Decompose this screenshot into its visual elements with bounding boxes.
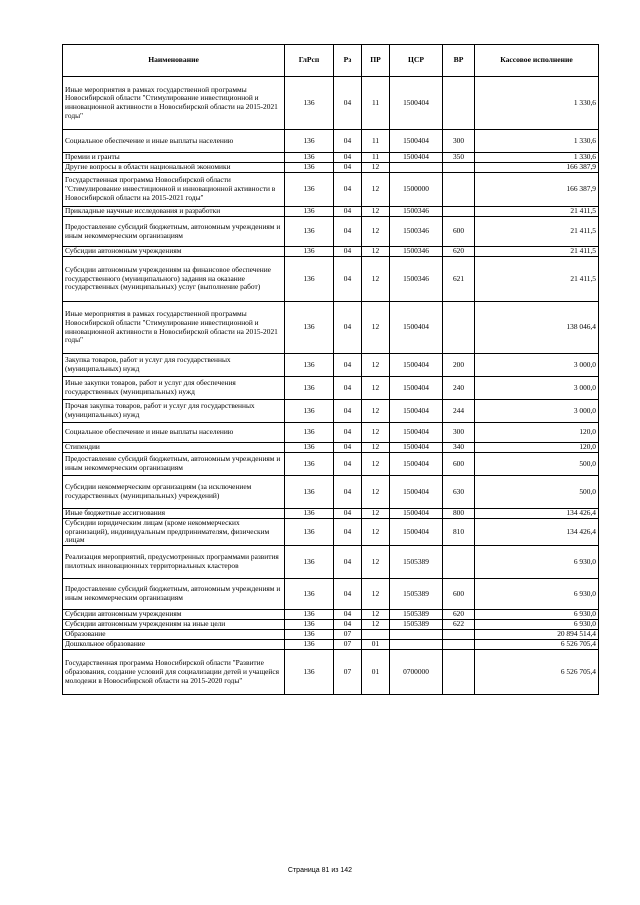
cell-pr: 12 xyxy=(362,302,390,354)
cell-vr: 810 xyxy=(443,519,475,546)
cell-name: Прикладные научные исследования и разработки xyxy=(63,207,285,217)
cell-pr: 11 xyxy=(362,77,390,130)
cell-csr: 1500404 xyxy=(390,354,443,377)
cell-rz: 04 xyxy=(334,453,362,476)
cell-vr: 800 xyxy=(443,509,475,519)
cell-name: Иные закупки товаров, работ и услуг для обеспечения государственных (муниципальных) нужд xyxy=(63,377,285,400)
cell-amount: 20 894 514,4 xyxy=(475,630,599,640)
cell-name: Стипендии xyxy=(63,443,285,453)
cell-vr xyxy=(443,650,475,695)
cell-glrsp: 136 xyxy=(285,354,334,377)
table-row xyxy=(63,77,599,130)
cell-csr xyxy=(390,640,443,650)
cell-name: Премии и гранты xyxy=(63,153,285,163)
header-rz: Рз xyxy=(334,45,362,77)
cell-glrsp: 136 xyxy=(285,302,334,354)
cell-name: Иные бюджетные ассигнования xyxy=(63,509,285,519)
cell-csr: 1500404 xyxy=(390,377,443,400)
cell-glrsp: 136 xyxy=(285,163,334,173)
cell-name: Прочая закупка товаров, работ и услуг для государственных (муниципальных) нужд xyxy=(63,400,285,423)
cell-csr: 1500404 xyxy=(390,423,443,443)
cell-pr: 11 xyxy=(362,153,390,163)
header-glrsp: ГлРсп xyxy=(285,45,334,77)
cell-amount: 21 411,5 xyxy=(475,217,599,247)
table-row xyxy=(63,509,599,519)
cell-vr: 300 xyxy=(443,130,475,153)
cell-amount: 1 330,6 xyxy=(475,77,599,130)
header-csr: ЦСР xyxy=(390,45,443,77)
cell-glrsp: 136 xyxy=(285,509,334,519)
cell-rz: 04 xyxy=(334,610,362,620)
cell-amount: 6 930,0 xyxy=(475,620,599,630)
header-amount: Кассовое исполнение xyxy=(475,45,599,77)
cell-rz: 04 xyxy=(334,173,362,207)
cell-glrsp: 136 xyxy=(285,640,334,650)
cell-vr: 200 xyxy=(443,354,475,377)
table-row xyxy=(63,302,599,354)
cell-name: Субсидии автономным учреждениям xyxy=(63,247,285,257)
cell-csr: 1500404 xyxy=(390,476,443,509)
cell-csr: 1500000 xyxy=(390,173,443,207)
table-row xyxy=(63,217,599,247)
cell-name: Субсидии автономным учреждениям на финансовое обеспечение государственного (муниципального) задания на оказание государственных (муниципальных) услуг (выполнение работ) xyxy=(63,257,285,302)
cell-glrsp: 136 xyxy=(285,519,334,546)
table-row xyxy=(63,173,599,207)
cell-glrsp: 136 xyxy=(285,130,334,153)
cell-amount: 166 387,9 xyxy=(475,163,599,173)
table-row xyxy=(63,423,599,443)
cell-vr xyxy=(443,163,475,173)
cell-amount: 6 930,0 xyxy=(475,579,599,610)
cell-csr: 1500346 xyxy=(390,207,443,217)
table-row xyxy=(63,153,599,163)
cell-name: Субсидии автономным учреждениям на иные цели xyxy=(63,620,285,630)
cell-csr: 1500346 xyxy=(390,217,443,247)
cell-name: Социальное обеспечение и иные выплаты населению xyxy=(63,130,285,153)
cell-name: Закупка товаров, работ и услуг для государственных (муниципальных) нужд xyxy=(63,354,285,377)
cell-vr: 630 xyxy=(443,476,475,509)
cell-name: Предоставление субсидий бюджетным, автономным учреждениям и иным некоммерческим организациям xyxy=(63,453,285,476)
cell-glrsp: 136 xyxy=(285,173,334,207)
cell-csr xyxy=(390,630,443,640)
cell-csr: 1505389 xyxy=(390,610,443,620)
cell-amount: 6 930,0 xyxy=(475,546,599,579)
cell-glrsp: 136 xyxy=(285,630,334,640)
cell-csr: 1505389 xyxy=(390,546,443,579)
cell-csr xyxy=(390,163,443,173)
cell-rz: 04 xyxy=(334,509,362,519)
cell-name: Другие вопросы в области национальной экономики xyxy=(63,163,285,173)
cell-pr: 12 xyxy=(362,519,390,546)
cell-csr: 1505389 xyxy=(390,579,443,610)
cell-rz: 07 xyxy=(334,650,362,695)
cell-rz: 04 xyxy=(334,354,362,377)
table-row xyxy=(63,579,599,610)
cell-vr: 350 xyxy=(443,153,475,163)
cell-pr: 12 xyxy=(362,509,390,519)
cell-pr: 12 xyxy=(362,247,390,257)
cell-vr xyxy=(443,630,475,640)
cell-pr xyxy=(362,630,390,640)
cell-csr: 1500404 xyxy=(390,519,443,546)
header-pr: ПР xyxy=(362,45,390,77)
cell-amount: 134 426,4 xyxy=(475,509,599,519)
table-row xyxy=(63,620,599,630)
cell-vr xyxy=(443,207,475,217)
table-row xyxy=(63,207,599,217)
cell-vr xyxy=(443,302,475,354)
cell-rz: 04 xyxy=(334,519,362,546)
cell-csr: 1505389 xyxy=(390,620,443,630)
cell-vr: 244 xyxy=(443,400,475,423)
table-row xyxy=(63,640,599,650)
page-number: Страница 81 из 142 xyxy=(287,867,353,874)
cell-rz: 04 xyxy=(334,247,362,257)
cell-vr xyxy=(443,77,475,130)
table-row xyxy=(63,354,599,377)
cell-amount: 120,0 xyxy=(475,423,599,443)
cell-vr: 600 xyxy=(443,453,475,476)
cell-amount: 6 526 705,4 xyxy=(475,640,599,650)
cell-rz: 04 xyxy=(334,163,362,173)
table-row xyxy=(63,377,599,400)
table-row xyxy=(63,247,599,257)
cell-glrsp: 136 xyxy=(285,650,334,695)
cell-rz: 04 xyxy=(334,423,362,443)
cell-amount: 6 930,0 xyxy=(475,610,599,620)
cell-vr: 600 xyxy=(443,579,475,610)
cell-csr: 1500404 xyxy=(390,443,443,453)
cell-vr: 300 xyxy=(443,423,475,443)
cell-name: Дошкольное образование xyxy=(63,640,285,650)
cell-glrsp: 136 xyxy=(285,476,334,509)
cell-pr: 12 xyxy=(362,453,390,476)
cell-vr: 620 xyxy=(443,610,475,620)
cell-name: Предоставление субсидий бюджетным, автономным учреждениям и иным некоммерческим организациям xyxy=(63,579,285,610)
cell-pr: 12 xyxy=(362,354,390,377)
cell-rz: 04 xyxy=(334,257,362,302)
cell-csr: 1500346 xyxy=(390,257,443,302)
cell-pr: 12 xyxy=(362,620,390,630)
cell-amount: 1 330,6 xyxy=(475,153,599,163)
cell-name: Субсидии некоммерческим организациям (за исключением государственных (муниципальных) учреждений) xyxy=(63,476,285,509)
table-row xyxy=(63,546,599,579)
cell-rz: 04 xyxy=(334,207,362,217)
cell-pr: 12 xyxy=(362,476,390,509)
cell-vr: 622 xyxy=(443,620,475,630)
table-row xyxy=(63,630,599,640)
cell-name: Образование xyxy=(63,630,285,640)
cell-glrsp: 136 xyxy=(285,546,334,579)
table-header-row xyxy=(63,45,599,77)
table-row xyxy=(63,610,599,620)
table-row xyxy=(63,257,599,302)
cell-pr: 12 xyxy=(362,257,390,302)
cell-csr: 1500404 xyxy=(390,130,443,153)
cell-vr: 621 xyxy=(443,257,475,302)
cell-rz: 04 xyxy=(334,153,362,163)
cell-amount: 138 046,4 xyxy=(475,302,599,354)
cell-amount: 500,0 xyxy=(475,476,599,509)
cell-vr xyxy=(443,640,475,650)
cell-glrsp: 136 xyxy=(285,247,334,257)
table-row xyxy=(63,519,599,546)
cell-csr: 1500404 xyxy=(390,509,443,519)
table-row xyxy=(63,476,599,509)
cell-name: Субсидии автономным учреждениям xyxy=(63,610,285,620)
cell-pr: 12 xyxy=(362,443,390,453)
cell-rz: 04 xyxy=(334,302,362,354)
header-name: Наименование xyxy=(63,45,285,77)
cell-pr: 12 xyxy=(362,400,390,423)
cell-amount: 166 387,9 xyxy=(475,173,599,207)
cell-amount: 21 411,5 xyxy=(475,257,599,302)
cell-name: Иные мероприятия в рамках государственной программы Новосибирской области "Стимулирование инвестиционной и инновационной активности в Новосибирской области на 2015-2021 годы" xyxy=(63,302,285,354)
cell-pr: 12 xyxy=(362,173,390,207)
cell-rz: 04 xyxy=(334,400,362,423)
cell-rz: 04 xyxy=(334,130,362,153)
cell-name: Социальное обеспечение и иные выплаты населению xyxy=(63,423,285,443)
cell-name: Иные мероприятия в рамках государственной программы Новосибирской области "Стимулирование инвестиционной и инновационной активности в Новосибирской области на 2015-2021 годы" xyxy=(63,77,285,130)
cell-csr: 0700000 xyxy=(390,650,443,695)
cell-pr: 01 xyxy=(362,640,390,650)
cell-rz: 04 xyxy=(334,476,362,509)
table-row xyxy=(63,443,599,453)
cell-name: Субсидии юридическим лицам (кроме некоммерческих организаций), индивидуальным предпринимателям, физическим лицам xyxy=(63,519,285,546)
cell-amount: 134 426,4 xyxy=(475,519,599,546)
cell-rz: 04 xyxy=(334,377,362,400)
cell-glrsp: 136 xyxy=(285,423,334,443)
cell-pr: 12 xyxy=(362,163,390,173)
cell-amount: 120,0 xyxy=(475,443,599,453)
cell-vr: 600 xyxy=(443,217,475,247)
cell-glrsp: 136 xyxy=(285,217,334,247)
cell-pr: 12 xyxy=(362,610,390,620)
cell-rz: 04 xyxy=(334,546,362,579)
cell-glrsp: 136 xyxy=(285,257,334,302)
cell-rz: 04 xyxy=(334,77,362,130)
cell-name: Государственная программа Новосибирской области "Развитие образования, создание условий для социализации детей и учащейся молодежи в Новосибирской области на 2015-2020 годы" xyxy=(63,650,285,695)
cell-rz: 04 xyxy=(334,579,362,610)
cell-pr: 12 xyxy=(362,377,390,400)
cell-glrsp: 136 xyxy=(285,207,334,217)
cell-name: Государственная программа Новосибирской области "Стимулирование инвестиционной и инновационной активности в Новосибирской области на 2015-2021 годы" xyxy=(63,173,285,207)
cell-rz: 04 xyxy=(334,217,362,247)
cell-amount: 3 000,0 xyxy=(475,377,599,400)
cell-csr: 1500404 xyxy=(390,153,443,163)
cell-pr: 12 xyxy=(362,546,390,579)
cell-csr: 1500404 xyxy=(390,77,443,130)
cell-glrsp: 136 xyxy=(285,77,334,130)
cell-name: Предоставление субсидий бюджетным, автономным учреждениям и иным некоммерческим организациям xyxy=(63,217,285,247)
cell-glrsp: 136 xyxy=(285,400,334,423)
cell-amount: 500,0 xyxy=(475,453,599,476)
cell-glrsp: 136 xyxy=(285,579,334,610)
table-row xyxy=(63,650,599,695)
cell-vr: 620 xyxy=(443,247,475,257)
cell-pr: 12 xyxy=(362,579,390,610)
cell-amount: 21 411,5 xyxy=(475,247,599,257)
table-row xyxy=(63,400,599,423)
header-vr: ВР xyxy=(443,45,475,77)
cell-amount: 3 000,0 xyxy=(475,400,599,423)
table-row xyxy=(63,130,599,153)
cell-vr xyxy=(443,173,475,207)
cell-pr: 01 xyxy=(362,650,390,695)
cell-csr: 1500404 xyxy=(390,400,443,423)
cell-pr: 12 xyxy=(362,207,390,217)
cell-pr: 12 xyxy=(362,423,390,443)
cell-glrsp: 136 xyxy=(285,377,334,400)
cell-vr: 340 xyxy=(443,443,475,453)
cell-pr: 12 xyxy=(362,217,390,247)
cell-rz: 04 xyxy=(334,620,362,630)
cell-amount: 6 526 705,4 xyxy=(475,650,599,695)
budget-table xyxy=(62,44,599,695)
cell-amount: 1 330,6 xyxy=(475,130,599,153)
cell-pr: 11 xyxy=(362,130,390,153)
cell-glrsp: 136 xyxy=(285,443,334,453)
cell-csr: 1500404 xyxy=(390,453,443,476)
table-row xyxy=(63,453,599,476)
cell-rz: 07 xyxy=(334,630,362,640)
cell-vr xyxy=(443,546,475,579)
cell-glrsp: 136 xyxy=(285,153,334,163)
table-row xyxy=(63,163,599,173)
cell-amount: 21 411,5 xyxy=(475,207,599,217)
cell-csr: 1500404 xyxy=(390,302,443,354)
cell-name: Реализация мероприятий, предусмотренных программами развития пилотных инновационных территориальных кластеров xyxy=(63,546,285,579)
cell-csr: 1500346 xyxy=(390,247,443,257)
cell-glrsp: 136 xyxy=(285,453,334,476)
cell-rz: 04 xyxy=(334,443,362,453)
cell-glrsp: 136 xyxy=(285,610,334,620)
cell-rz: 07 xyxy=(334,640,362,650)
cell-glrsp: 136 xyxy=(285,620,334,630)
cell-vr: 240 xyxy=(443,377,475,400)
cell-amount: 3 000,0 xyxy=(475,354,599,377)
